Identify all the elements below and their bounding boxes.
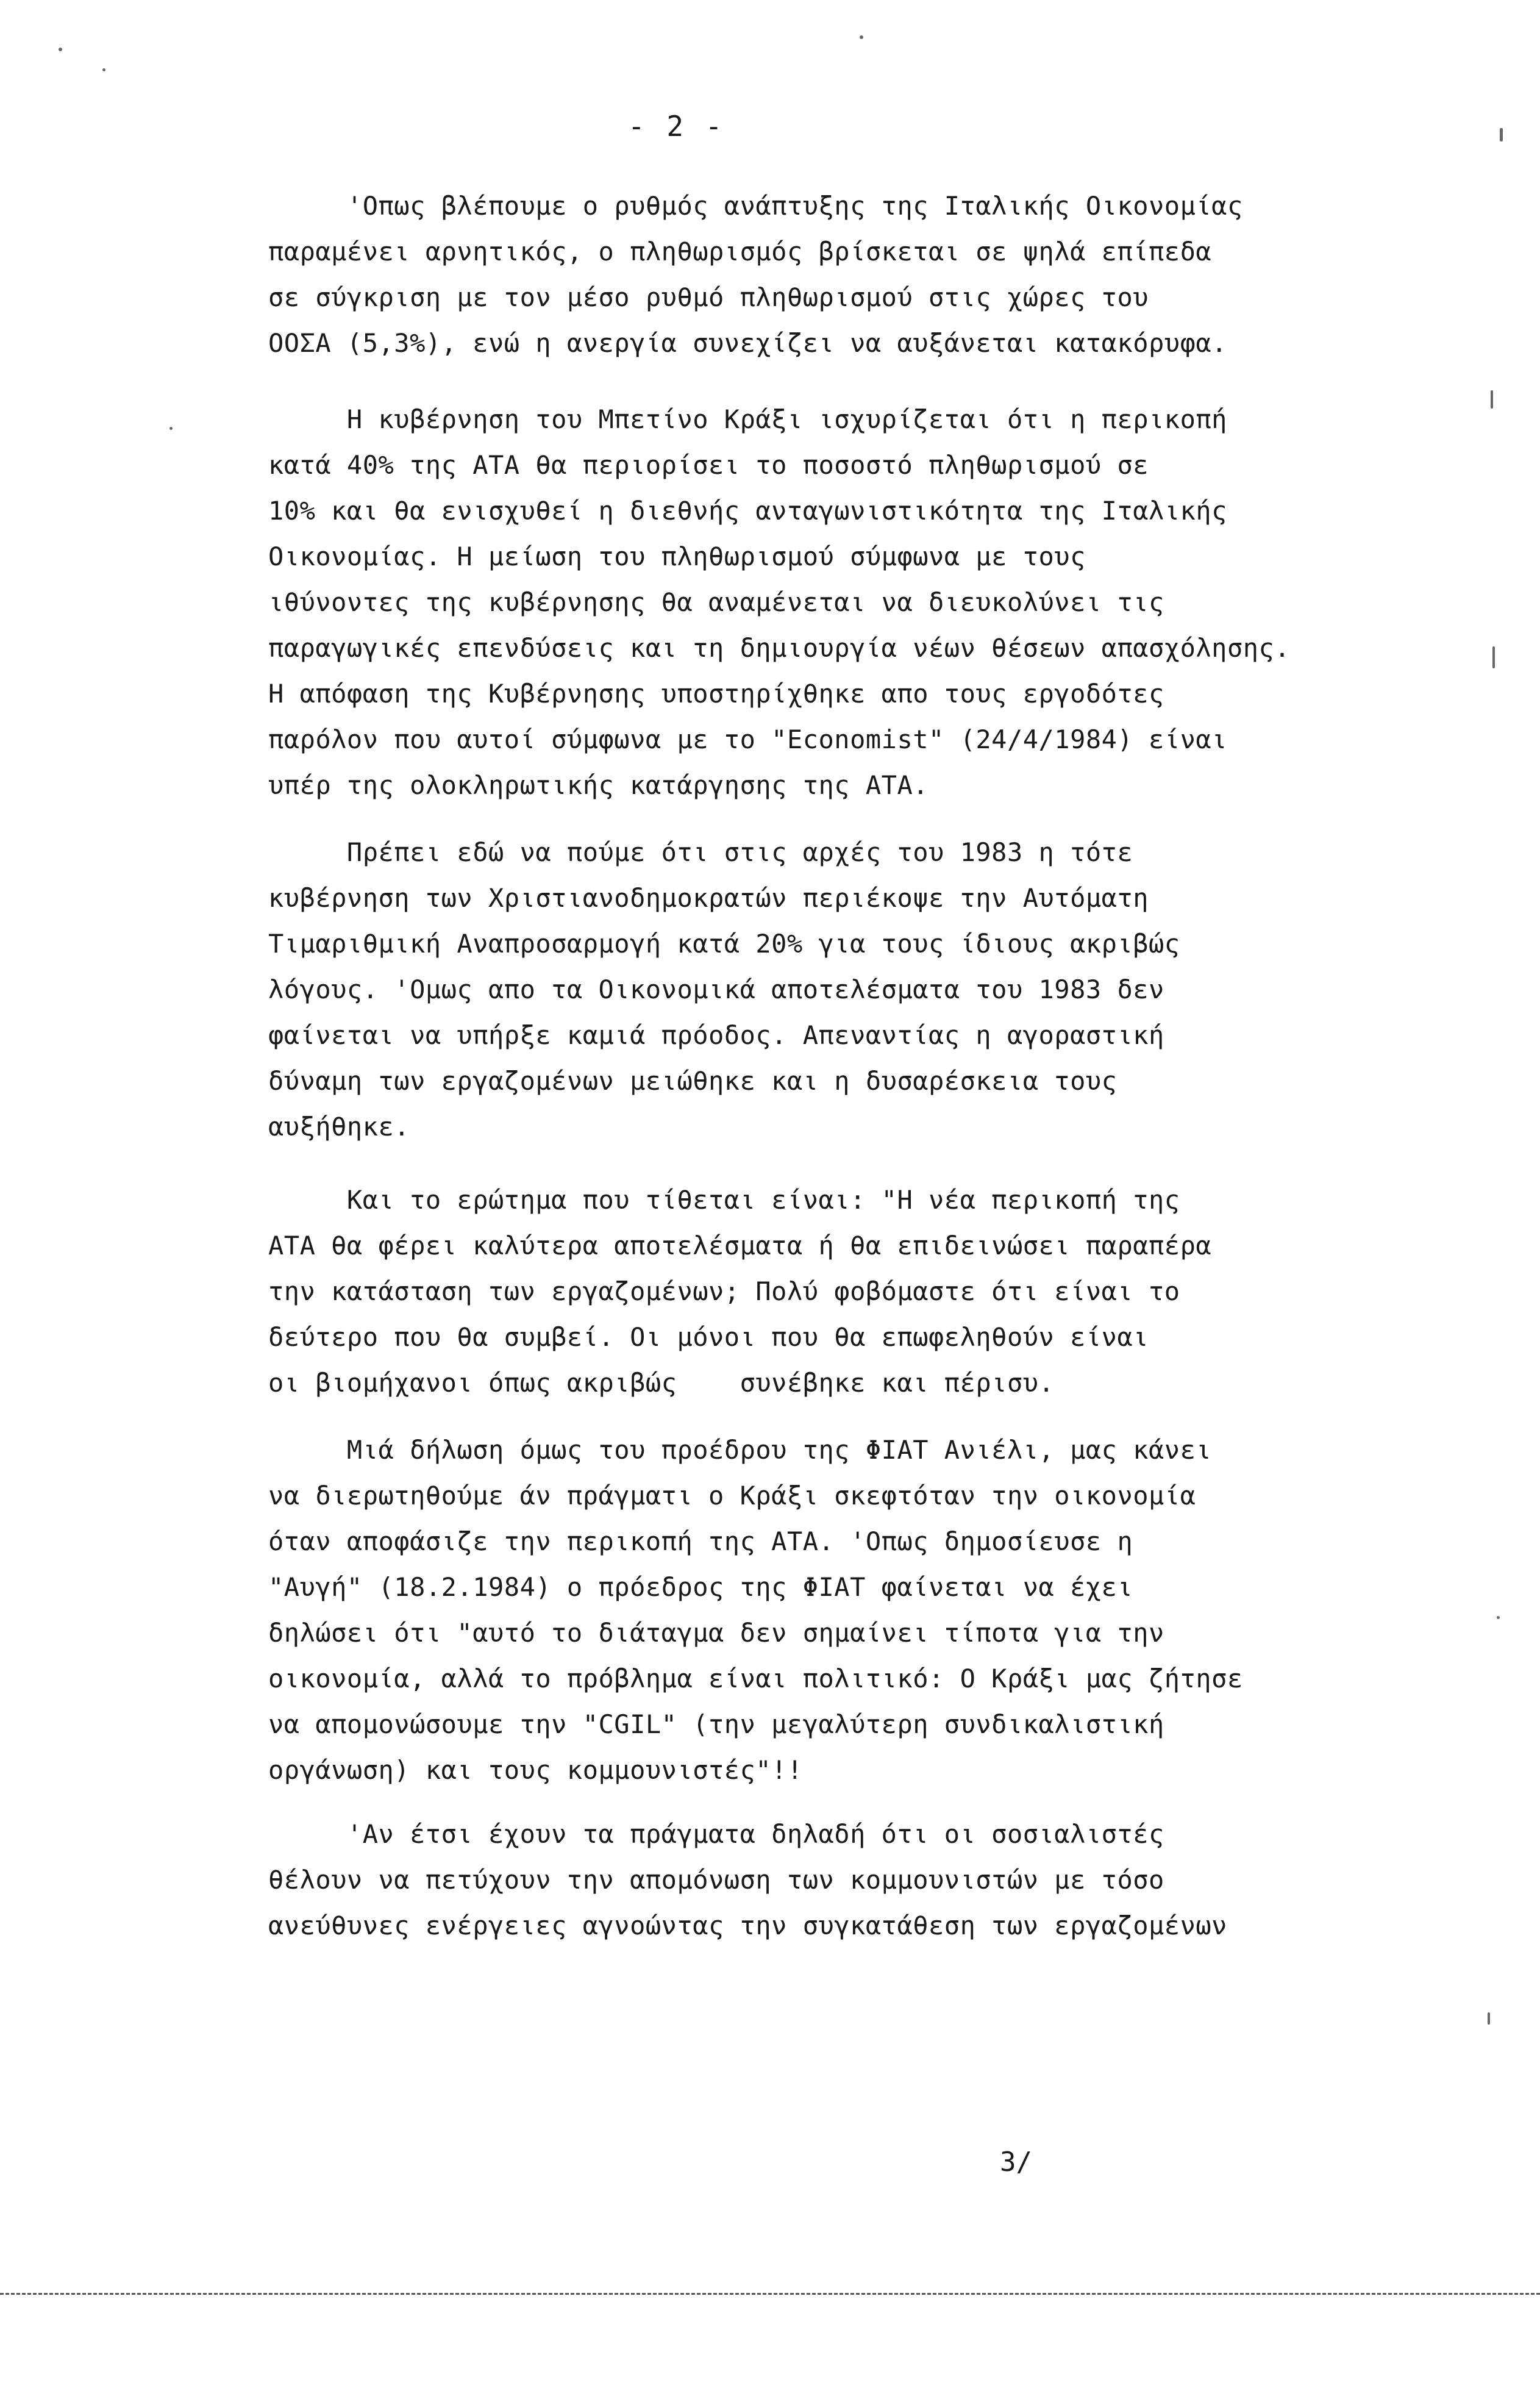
text-line: δηλώσει ότι "αυτό το διάταγμα δεν σημαίνει τίποτα για την [268, 1618, 1164, 1648]
scan-speck [1492, 646, 1495, 668]
text-line: οι βιομήχανοι όπως ακριβώς συνέβηκε και πέρισυ. [268, 1368, 1055, 1398]
text-line: υπέρ της ολοκληρωτικής κατάργησης της ΑΤΑ. [268, 770, 929, 800]
text-line: λόγους. 'Ομως απο τα Οικονομικά αποτελέσματα του 1983 δεν [268, 974, 1164, 1004]
text-line: Μιά δήλωση όμως του προέδρου της ΦΙΑΤ Ανιέλι, μας κάνει [268, 1435, 1212, 1465]
text-line: 'Αν έτσι έχουν τα πράγματα δηλαδή ότι οι σοσιαλιστές [268, 1819, 1164, 1849]
text-line: να απομονώσουμε την "CGIL" (την μεγαλύτερη συνδικαλιστική [268, 1709, 1164, 1739]
text-line: Οικονομίας. Η μείωση του πληθωρισμού σύμφωνα με τους [268, 542, 1086, 571]
paragraph [268, 1811, 1463, 1948]
text-line: ΑΤΑ θα φέρει καλύτερα αποτελέσματα ή θα επιδεινώσει παραπέρα [268, 1231, 1212, 1260]
scan-speck [59, 48, 62, 51]
text-line: να διερωτηθούμε άν πράγματι ο Κράξι σκεφτόταν την οικονομία [268, 1481, 1196, 1511]
text-line: φαίνεται να υπήρξε καμιά πρόοδος. Απεναντίας η αγοραστική [268, 1020, 1164, 1050]
text-line: την κατάσταση των εργαζομένων; Πολύ φοβόμαστε ότι είναι το [268, 1276, 1180, 1306]
text-line: σε σύγκριση με τον μέσο ρυθμό πληθωρισμού στις χώρες του [268, 282, 1149, 312]
scan-speck [1497, 1616, 1500, 1619]
continuation-mark: 3/ [1000, 2147, 1032, 2178]
scan-speck [169, 427, 173, 430]
page-number: - 2 - [628, 110, 725, 143]
text-line: παραγωγικές επενδύσεις και τη δημιουργία νέων θέσεων απασχόλησης. [268, 633, 1291, 663]
text-line: ιθύνοντες της κυβέρνησης θα αναμένεται να διευκολύνει τις [268, 587, 1164, 617]
text-line: παραμένει αρνητικός, ο πληθωρισμός βρίσκεται σε ψηλά επίπεδα [268, 237, 1212, 266]
text-line: αυξήθηκε. [268, 1112, 410, 1142]
paragraph [268, 1177, 1463, 1406]
paragraph [268, 183, 1463, 366]
text-line: Πρέπει εδώ να πούμε ότι στις αρχές του 1983 η τότε [268, 837, 1133, 867]
scan-speck [1488, 2012, 1490, 2025]
paragraph [268, 1427, 1463, 1793]
text-line: όταν αποφάσιζε την περικοπή της ΑΤΑ. 'Οπως δημοσίευσε η [268, 1526, 1133, 1556]
footer-rule [0, 2293, 1540, 2295]
text-line: δύναμη των εργαζομένων μειώθηκε και η δυσαρέσκεια τους [268, 1066, 1118, 1096]
text-line: Η απόφαση της Κυβέρνησης υποστηρίχθηκε απο τους εργοδότες [268, 679, 1164, 709]
text-line: Η κυβέρνηση του Μπετίνο Κράξι ισχυρίζεται ότι η περικοπή [268, 404, 1227, 434]
paragraph [268, 829, 1463, 1150]
text-line: ανεύθυνες ενέργειες αγνοώντας την συγκατάθεση των εργαζομένων [268, 1911, 1227, 1940]
text-line: Και το ερώτημα που τίθεται είναι: "Η νέα περικοπή της [268, 1185, 1180, 1215]
text-line: παρόλον που αυτοί σύμφωνα με το "Economist" (24/4/1984) είναι [268, 724, 1227, 754]
scan-speck [860, 35, 863, 39]
scan-speck [1491, 390, 1493, 409]
text-line: κατά 40% της ΑΤΑ θα περιορίσει το ποσοστό πληθωρισμού σε [268, 450, 1149, 480]
text-line: κυβέρνηση των Χριστιανοδημοκρατών περιέκοψε την Αυτόματη [268, 883, 1149, 913]
text-line: "Αυγή" (18.2.1984) ο πρόεδρος της ΦΙΑΤ φαίνεται να έχει [268, 1572, 1133, 1602]
text-line: 'Οπως βλέπουμε ο ρυθμός ανάπτυξης της Ιταλικής Οικονομίας [268, 191, 1243, 221]
text-line: Τιμαριθμική Αναπροσαρμογή κατά 20% για τους ίδιους ακριβώς [268, 929, 1180, 959]
scan-speck [1500, 128, 1503, 141]
paragraph [268, 396, 1463, 808]
text-line: οργάνωση) και τους κομμουνιστές"!! [268, 1755, 803, 1785]
text-line: δεύτερο που θα συμβεί. Οι μόνοι που θα επωφεληθούν είναι [268, 1322, 1149, 1352]
text-line: ΟΟΣΑ (5,3%), ενώ η ανεργία συνεχίζει να αυξάνεται κατακόρυφα. [268, 328, 1227, 358]
scan-speck [102, 68, 105, 71]
text-line: οικονομία, αλλά το πρόβλημα είναι πολιτικό: Ο Κράξι μας ζήτησε [268, 1664, 1243, 1693]
text-line: 10% και θα ενισχυθεί η διεθνής ανταγωνιστικότητα της Ιταλικής [268, 496, 1227, 526]
text-line: θέλουν να πετύχουν την απομόνωση των κομμουνιστών με τόσο [268, 1865, 1164, 1895]
